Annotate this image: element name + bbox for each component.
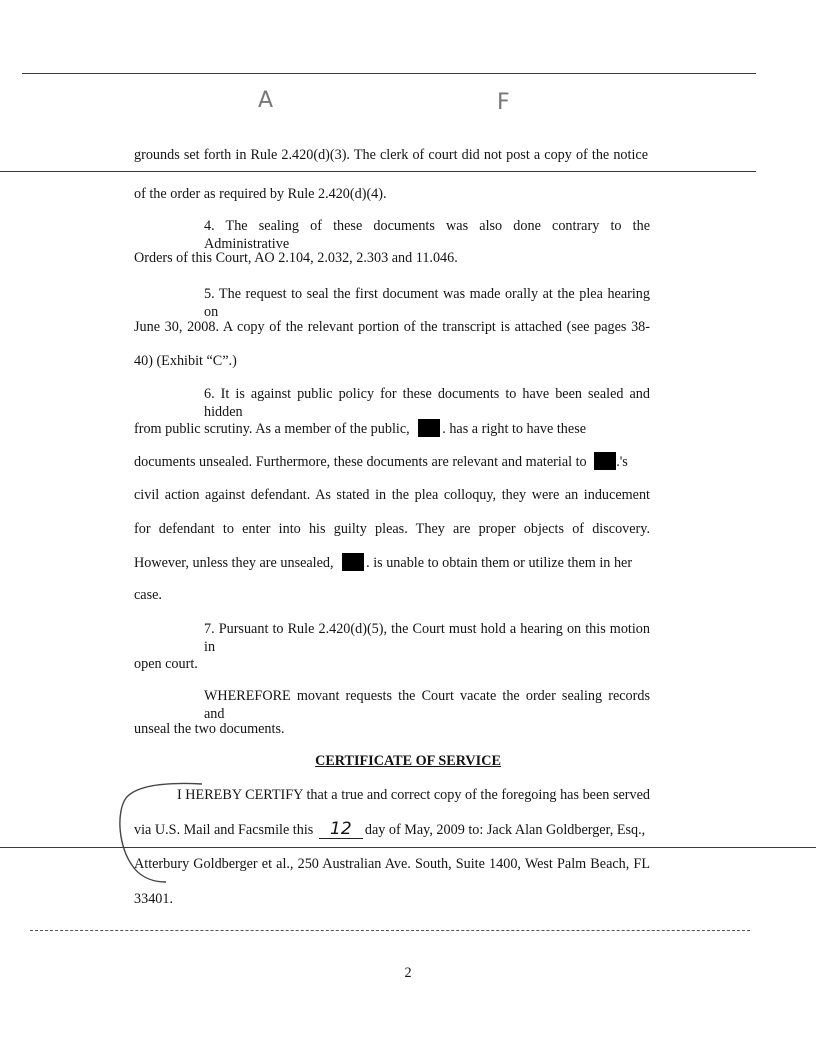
text-line: for defendant to enter into his guilty pleas. They are proper objects of discovery. [134, 521, 650, 537]
paragraph-4-line: 4. The sealing of these documents was also done contrary to the Administrative [204, 218, 650, 252]
text-line: Atterbury Goldberger et al., 250 Australian Ave. South, Suite 1400, West Palm Beach, FL [134, 856, 650, 872]
page-number: 2 [404, 965, 412, 981]
text-line: June 30, 2008. A copy of the relevant portion of the transcript is attached (see pages 38- [134, 319, 650, 335]
handwritten-day [319, 820, 363, 839]
text-line: grounds set forth in Rule 2.420(d)(3). The clerk of court did not post a copy of the notice [134, 147, 648, 163]
handwritten-mark-left: A [258, 88, 274, 113]
text-fragment: documents unsealed. Furthermore, these documents are relevant and material to [134, 454, 587, 470]
paragraph-5-line: 5. The request to seal the first document was made orally at the plea hearing on [204, 286, 650, 320]
handwritten-mark-right: F [497, 90, 510, 115]
certificate-heading: CERTIFICATE OF SERVICE [315, 753, 501, 769]
text-line: 33401. [134, 891, 174, 907]
top-scan-rule [22, 73, 756, 74]
redaction-box [342, 553, 364, 571]
text-fragment: . is unable to obtain them or utilize them in her [366, 555, 633, 571]
text-fragment: day of May, 2009 to: Jack Alan Goldberger, Esq., [364, 822, 646, 838]
certify-line: I HEREBY CERTIFY that a true and correct copy of the foregoing has been served [177, 787, 650, 803]
redaction-box [418, 419, 440, 437]
text-line: open court. [134, 656, 198, 672]
text-line: civil action against defendant. As stated in the plea colloquy, they were an inducement [134, 487, 650, 503]
text-fragment: from public scrutiny. As a member of the public, [134, 421, 410, 437]
text-fragment: .'s [616, 454, 628, 470]
day-value: 12 [330, 819, 352, 839]
wherefore-line: WHEREFORE movant requests the Court vacate the order sealing records and [204, 688, 650, 722]
paragraph-7-line: 7. Pursuant to Rule 2.420(d)(5), the Court must hold a hearing on this motion in [204, 621, 650, 655]
text-fragment: . has a right to have these [442, 421, 587, 437]
text-line-with-redaction [134, 419, 654, 438]
text-line-with-redaction [134, 452, 654, 471]
text-line-with-redaction [134, 553, 654, 572]
text-line: Orders of this Court, AO 2.104, 2.032, 2.303 and 11.046. [134, 250, 458, 266]
certificate-heading-wrap [0, 752, 816, 770]
redaction-box [594, 452, 616, 470]
text-fragment: via U.S. Mail and Facsmile this [134, 822, 314, 838]
paragraph-6-line: 6. It is against public policy for these documents to have been sealed and hidden [204, 386, 650, 420]
text-line: unseal the two documents. [134, 721, 285, 737]
bottom-scan-rule [30, 930, 750, 931]
text-line: case. [134, 587, 162, 603]
fax-line-artifact [0, 171, 756, 172]
fax-line-artifact [0, 847, 816, 848]
text-fragment: However, unless they are unsealed, [134, 555, 334, 571]
text-line: 40) (Exhibit “C”.) [134, 353, 237, 369]
service-date-line [134, 820, 654, 839]
text-line: of the order as required by Rule 2.420(d)(4). [134, 186, 387, 202]
